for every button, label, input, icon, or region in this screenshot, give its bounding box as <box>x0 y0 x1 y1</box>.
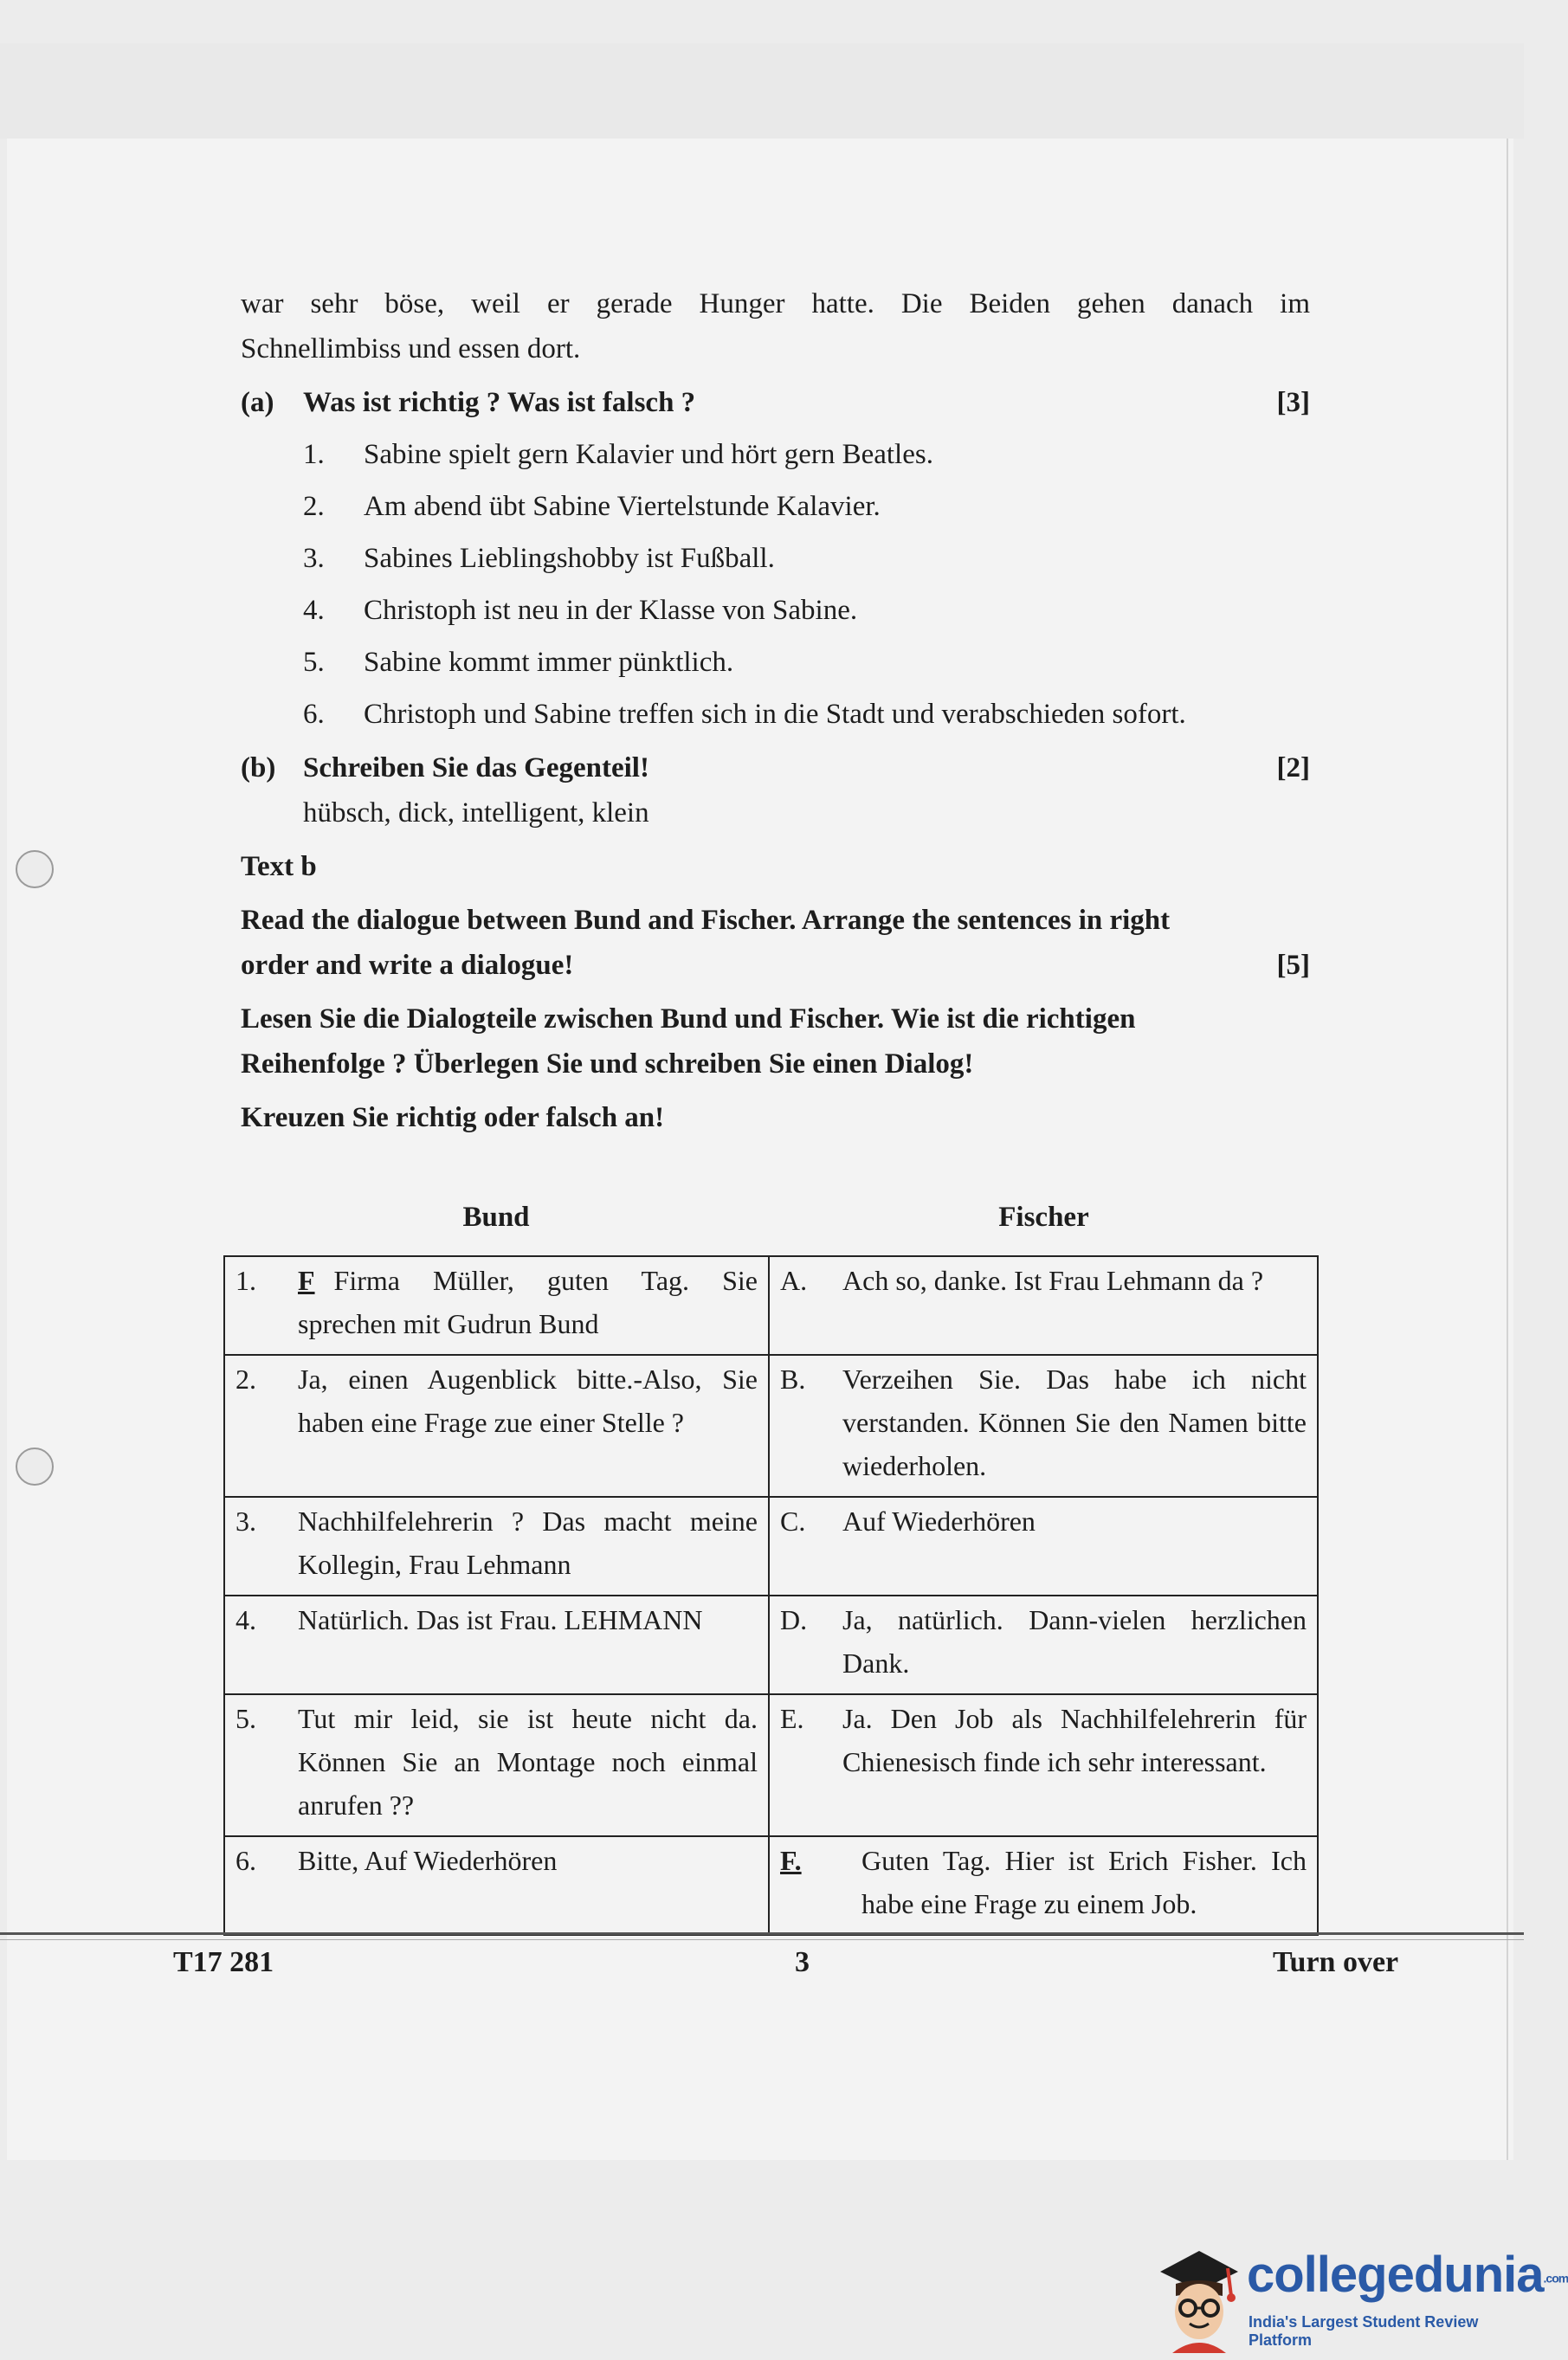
item-text: Sabines Lieblingshobby ist Fußball. <box>364 543 775 574</box>
instruction-line: Lesen Sie die Dialogteile zwischen Bund und Fischer. Wie ist die richtigen <box>241 1003 1136 1035</box>
cell-text: Bitte, Auf Wiederhören <box>298 1845 558 1876</box>
punch-hole-top <box>16 850 54 888</box>
fischer-cell <box>769 1355 1318 1497</box>
row-letter: B. <box>780 1364 806 1395</box>
statement-item <box>241 536 1310 581</box>
row-number: 2. <box>236 1364 256 1395</box>
section-heading: Text b <box>241 851 317 882</box>
statement-item <box>241 432 1310 477</box>
column-header-fischer: Fischer <box>998 1202 1089 1233</box>
row-number: 1. <box>236 1265 256 1296</box>
statement-item <box>241 484 1310 529</box>
cell-text: Nachhilfelehrerin ? Das macht meine Kollegin, Frau Lehmann <box>298 1506 758 1580</box>
part-a-heading <box>241 380 1310 425</box>
row-number: 3. <box>236 1506 256 1537</box>
marks: [2] <box>1276 752 1310 783</box>
logo-tagline: India's Largest Student Review Platform <box>1249 2313 1479 2349</box>
item-number: 2. <box>303 491 325 522</box>
logo-name: collegedunia <box>1247 2247 1544 2303</box>
instruction-de-cross: Kreuzen Sie richtig oder falsch an! <box>241 1102 665 1133</box>
cell-text: Firma Müller, guten Tag. Sie sprechen mit Gudrun Bund <box>298 1265 758 1339</box>
scan-top-band <box>0 43 1524 139</box>
part-question: Was ist richtig ? Was ist falsch ? <box>303 387 696 418</box>
collegedunia-logo <box>1152 2242 1568 2355</box>
bund-cell <box>224 1256 769 1355</box>
item-number: 1. <box>303 439 325 470</box>
passage-line: Schnellimbiss und essen dort. <box>241 333 581 364</box>
item-number: 6. <box>303 699 325 730</box>
table-row <box>224 1596 1318 1694</box>
bund-cell <box>224 1836 769 1935</box>
paper-code: T17 281 <box>173 1946 274 1978</box>
statement-item <box>241 692 1310 737</box>
row-letter: D. <box>780 1604 808 1635</box>
instruction-de <box>241 996 1310 1087</box>
item-text: Sabine kommt immer pünktlich. <box>364 647 734 678</box>
cell-text: Tut mir leid, sie ist heute nicht da. Können Sie an Montage noch einmal anrufen ?? <box>298 1703 758 1821</box>
column-header-bund: Bund <box>462 1202 530 1233</box>
instruction-en <box>241 898 1310 988</box>
logo-wordmark <box>1247 2246 1568 2304</box>
row-letter: A. <box>780 1265 808 1296</box>
footer-rule-thin <box>0 1939 1524 1940</box>
item-number: 4. <box>303 595 325 626</box>
logo-suffix: .com <box>1543 2271 1568 2286</box>
row-number: 5. <box>236 1703 256 1734</box>
mascot-icon <box>1152 2242 1247 2355</box>
bund-cell <box>224 1694 769 1836</box>
instruction-line: order and write a dialogue! <box>241 950 574 981</box>
word-list: hübsch, dick, intelligent, klein <box>303 797 649 829</box>
cell-text: Auf Wiederhören <box>842 1506 1036 1537</box>
row-number: 4. <box>236 1604 256 1635</box>
part-b-heading <box>241 745 1310 790</box>
item-text: Christoph und Sabine treffen sich in die Stadt und verabschieden sofort. <box>364 699 1186 730</box>
item-text: Am abend übt Sabine Viertelstunde Kalavier. <box>364 491 881 522</box>
footer-rule <box>0 1932 1524 1935</box>
cell-text: Ja. Den Job als Nachhilfelehrerin für Chienesisch finde ich sehr interessant. <box>842 1703 1307 1777</box>
item-text: Christoph ist neu in der Klasse von Sabine. <box>364 595 858 626</box>
marks: [5] <box>1276 950 1310 981</box>
item-number: 3. <box>303 543 325 574</box>
bund-cell <box>224 1497 769 1596</box>
fischer-cell <box>769 1256 1318 1355</box>
punch-hole-bottom <box>16 1448 54 1486</box>
part-question: Schreiben Sie das Gegenteil! <box>303 752 649 783</box>
fischer-cell <box>769 1596 1318 1694</box>
table-row <box>224 1355 1318 1497</box>
answer-mark: F <box>298 1265 315 1296</box>
item-text: Sabine spielt gern Kalavier und hört gern Beatles. <box>364 439 933 470</box>
table-row <box>224 1694 1318 1836</box>
part-label: (a) <box>241 387 274 418</box>
question-content <box>241 281 1310 1140</box>
statement-item <box>241 588 1310 633</box>
fischer-cell <box>769 1694 1318 1836</box>
cell-text: Verzeihen Sie. Das habe ich nicht verstanden. Können Sie den Namen bitte wiederholen. <box>842 1364 1307 1481</box>
cell-text: Ja, einen Augenblick bitte.-Also, Sie haben eine Frage zue einer Stelle ? <box>298 1364 758 1438</box>
cell-text: Natürlich. Das ist Frau. LEHMANN <box>298 1604 703 1635</box>
bund-cell <box>224 1596 769 1694</box>
answer-mark: F. <box>780 1845 802 1876</box>
part-label: (b) <box>241 752 276 783</box>
page-number: 3 <box>795 1946 810 1978</box>
turn-over: Turn over <box>1273 1946 1399 1978</box>
row-letter: C. <box>780 1506 806 1537</box>
instruction-line: Read the dialogue between Bund and Fischer. Arrange the sentences in right <box>241 905 1171 936</box>
page-edge <box>1507 139 1508 2160</box>
table-headers <box>223 1202 1319 1234</box>
row-number: 6. <box>236 1845 256 1876</box>
cell-text: Ach so, danke. Ist Frau Lehmann da ? <box>842 1265 1264 1296</box>
fischer-cell <box>769 1836 1318 1935</box>
row-letter: E. <box>780 1703 804 1734</box>
item-number: 5. <box>303 647 325 678</box>
marks: [3] <box>1276 387 1310 418</box>
dialogue-table <box>223 1255 1319 1936</box>
statement-item <box>241 640 1310 685</box>
cell-text: Ja, natürlich. Dann-vielen herzlichen Dank. <box>842 1604 1307 1679</box>
table-row <box>224 1497 1318 1596</box>
cell-text: Guten Tag. Hier ist Erich Fisher. Ich habe eine Frage zu einem Job. <box>861 1845 1307 1919</box>
table-row <box>224 1256 1318 1355</box>
bund-cell <box>224 1355 769 1497</box>
fischer-cell <box>769 1497 1318 1596</box>
passage-line: war sehr böse, weil er gerade Hunger hatte. Die Beiden gehen danach im <box>241 288 1310 319</box>
instruction-line: Reihenfolge ? Überlegen Sie und schreiben Sie einen Dialog! <box>241 1048 974 1080</box>
table-row <box>224 1836 1318 1935</box>
